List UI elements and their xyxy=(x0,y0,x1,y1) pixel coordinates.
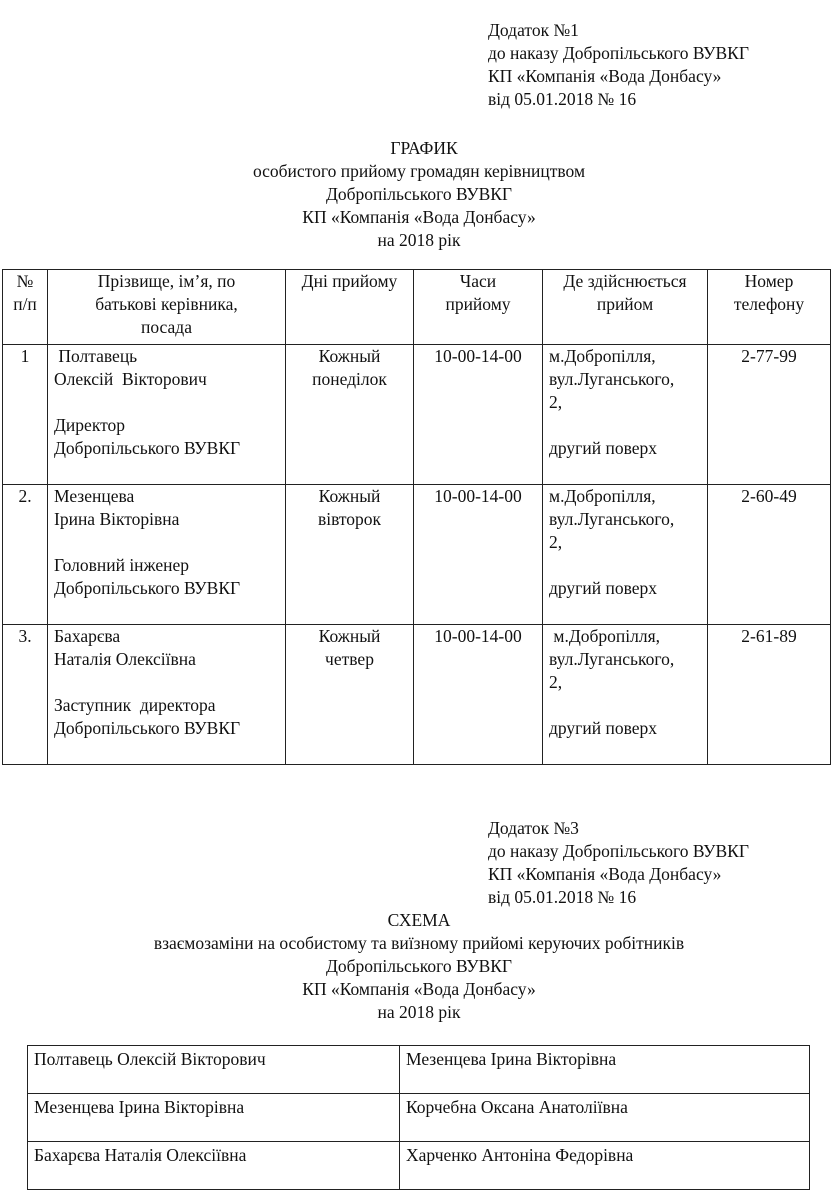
place-floor: другий поверх xyxy=(549,578,657,598)
table-row xyxy=(3,625,831,765)
person-position: Директор xyxy=(54,415,126,435)
appendix-3-line: Додаток №3 xyxy=(488,818,579,838)
row-hours: 10-00-14-00 xyxy=(414,485,543,625)
header-text: прийому xyxy=(445,294,511,314)
scheme-title-block xyxy=(0,909,838,1024)
days-text: вівторок xyxy=(317,509,382,529)
header-text: Номер xyxy=(744,271,794,291)
place-text: 2, xyxy=(549,672,563,692)
header-name xyxy=(48,270,286,345)
header-text: Часи xyxy=(459,271,497,291)
schedule-subtitle-line: особистого прийому громадян керівництвом xyxy=(252,161,586,181)
row-num: 3. xyxy=(3,625,48,765)
person-surname: Полтавець xyxy=(54,346,138,366)
appendix-3-line: від 05.01.2018 № 16 xyxy=(488,887,637,907)
person-position: Головний інженер xyxy=(54,555,190,575)
person-given-name: Наталія Олексіївна xyxy=(54,649,196,669)
person-surname: Бахарєва xyxy=(54,626,121,646)
place-text: 2, xyxy=(549,392,563,412)
header-num xyxy=(3,270,48,345)
place-text: вул.Луганського, xyxy=(549,369,675,389)
days-text: Кожный xyxy=(318,626,381,646)
schedule-title: ГРАФИК xyxy=(390,138,458,158)
schedule-subtitle-line: Добропільського ВУВКГ xyxy=(325,184,513,204)
table-row xyxy=(3,485,831,625)
appendix-1-line: КП «Компанія «Вода Донбасу» xyxy=(488,66,722,86)
scheme-primary: Мезенцева Ірина Вікторівна xyxy=(28,1094,400,1142)
header-text: Прізвище, ім’я, по xyxy=(97,271,236,291)
scheme-subtitle-line: взаємозаміни на особистому та виїзному прийомі керуючих робітників xyxy=(153,933,685,953)
days-text: четвер xyxy=(325,649,374,669)
row-days xyxy=(286,345,414,485)
appendix-1-line: від 05.01.2018 № 16 xyxy=(488,89,637,109)
header-text: Дні прийому xyxy=(301,271,398,291)
person-position: Заступник директора xyxy=(54,695,216,715)
scheme-substitute: Харченко Антоніна Федорівна xyxy=(400,1142,810,1190)
scheme-substitute: Корчебна Оксана Анатоліївна xyxy=(400,1094,810,1142)
schedule-subtitle-line: КП «Компанія «Вода Донбасу» xyxy=(302,207,536,227)
header-days xyxy=(286,270,414,345)
scheme-primary: Полтавець Олексій Вікторович xyxy=(28,1046,400,1094)
appendix-3-header xyxy=(488,817,749,909)
schedule-title-block xyxy=(0,137,838,252)
appendix-1-header xyxy=(488,19,749,111)
table-row xyxy=(3,345,831,485)
scheme-row xyxy=(28,1142,810,1190)
row-place xyxy=(543,345,708,485)
row-days xyxy=(286,485,414,625)
row-hours: 10-00-14-00 xyxy=(414,625,543,765)
person-organization: Добропільського ВУВКГ xyxy=(54,438,241,458)
scheme-primary: Бахарєва Наталія Олексіївна xyxy=(28,1142,400,1190)
header-text: прийом xyxy=(596,294,654,314)
schedule-table xyxy=(2,269,831,765)
row-num: 1 xyxy=(3,345,48,485)
days-text: понеділок xyxy=(312,369,387,389)
header-text: телефону xyxy=(733,294,805,314)
header-text: посада xyxy=(141,317,192,337)
person-given-name: Ірина Вікторівна xyxy=(54,509,180,529)
row-phone: 2-60-49 xyxy=(708,485,831,625)
row-phone: 2-77-99 xyxy=(708,345,831,485)
header-hours xyxy=(414,270,543,345)
days-text: Кожный xyxy=(318,346,381,366)
person-surname: Мезенцева xyxy=(54,486,135,506)
place-text: вул.Луганського, xyxy=(549,509,675,529)
row-place xyxy=(543,485,708,625)
header-text: п/п xyxy=(13,294,37,314)
schedule-subtitle-line: на 2018 рік xyxy=(377,230,461,250)
scheme-subtitle-line: на 2018 рік xyxy=(377,1002,461,1022)
place-floor: другий поверх xyxy=(549,438,657,458)
scheme-table xyxy=(27,1045,810,1190)
row-phone: 2-61-89 xyxy=(708,625,831,765)
row-hours: 10-00-14-00 xyxy=(414,345,543,485)
row-days xyxy=(286,625,414,765)
appendix-1-line: Додаток №1 xyxy=(488,20,579,40)
place-text: м.Добропілля, xyxy=(549,626,661,646)
row-person xyxy=(48,345,286,485)
person-organization: Добропільського ВУВКГ xyxy=(54,578,241,598)
place-text: 2, xyxy=(549,532,563,552)
scheme-row xyxy=(28,1094,810,1142)
appendix-1-line: до наказу Добропільського ВУВКГ xyxy=(488,43,749,63)
header-phone xyxy=(708,270,831,345)
days-text: Кожный xyxy=(318,486,381,506)
place-floor: другий поверх xyxy=(549,718,657,738)
scheme-title: СХЕМА xyxy=(387,910,451,930)
place-text: вул.Луганського, xyxy=(549,649,675,669)
place-text: м.Добропілля, xyxy=(549,486,656,506)
scheme-row xyxy=(28,1046,810,1094)
person-given-name: Олексій Вікторович xyxy=(54,369,207,389)
header-text: Де здійснюється xyxy=(563,271,687,291)
row-person xyxy=(48,625,286,765)
scheme-subtitle-line: Добропільського ВУВКГ xyxy=(325,956,513,976)
header-text: № xyxy=(16,271,34,291)
scheme-subtitle-line: КП «Компанія «Вода Донбасу» xyxy=(302,979,536,999)
table-header-row xyxy=(3,270,831,345)
appendix-3-line: КП «Компанія «Вода Донбасу» xyxy=(488,864,722,884)
scheme-substitute: Мезенцева Ірина Вікторівна xyxy=(400,1046,810,1094)
header-place xyxy=(543,270,708,345)
row-person xyxy=(48,485,286,625)
row-place xyxy=(543,625,708,765)
place-text: м.Добропілля, xyxy=(549,346,656,366)
header-text: батькові керівника, xyxy=(95,294,238,314)
appendix-3-line: до наказу Добропільського ВУВКГ xyxy=(488,841,749,861)
person-organization: Добропільського ВУВКГ xyxy=(54,718,241,738)
row-num: 2. xyxy=(3,485,48,625)
